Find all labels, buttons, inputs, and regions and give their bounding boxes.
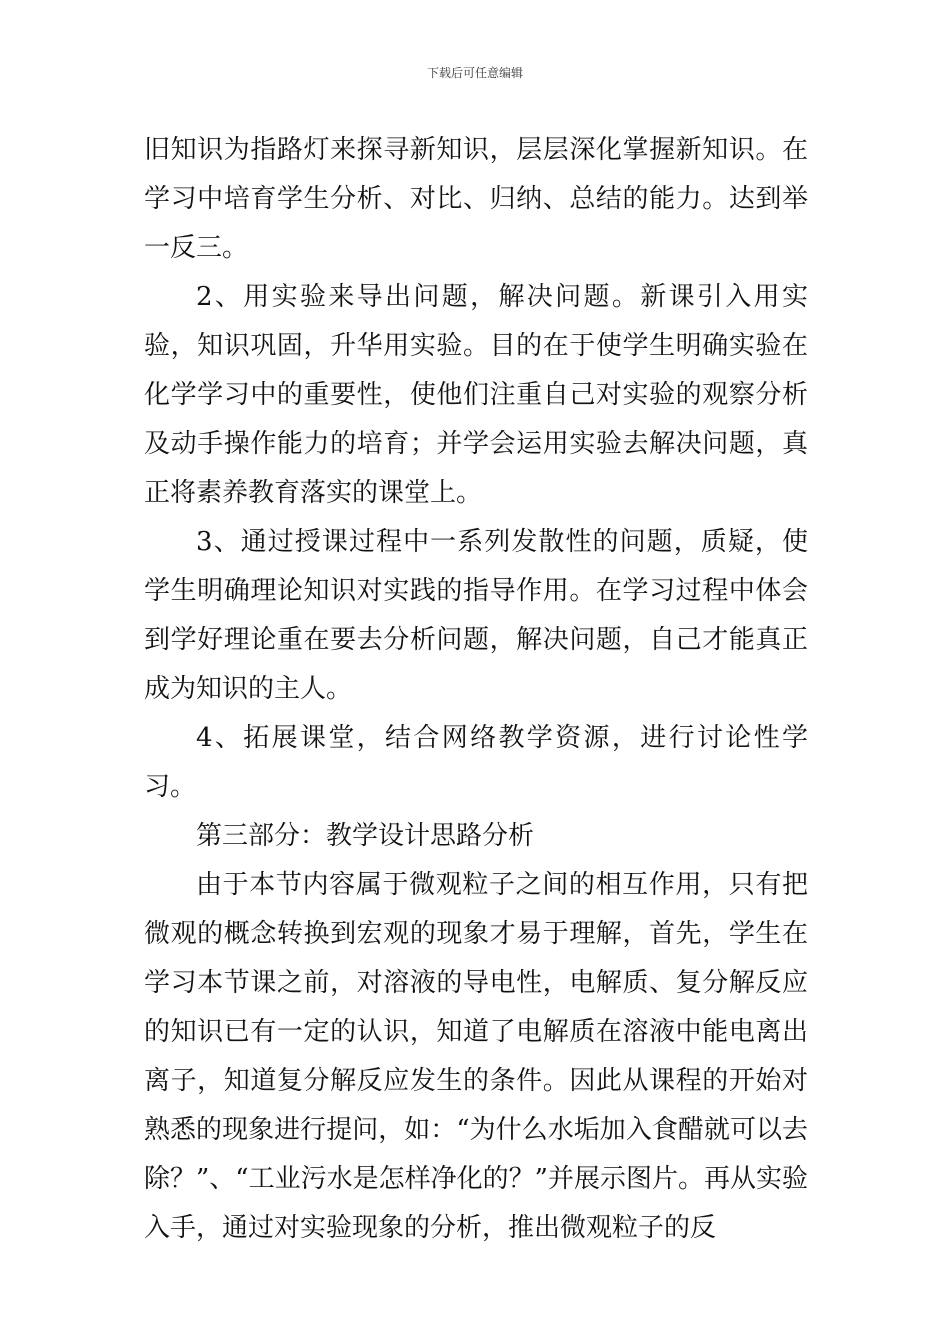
paragraph-point-2: 2、用实验来导出问题，解决问题。新课引入用实验，知识巩固，升华用实验。目的在于使学生明确实验在化学学习中的重要性，使他们注重自己对实验的观察分析及动手操作能力的培育；并学会运用实验去解决问题，真正将素养教育落实的课堂上。 bbox=[144, 282, 808, 508]
paragraph-continuation: 旧知识为指路灯来探寻新知识，层层深化掌握新知识。在学习中培育学生分析、对比、归纳、总结的能力。达到举一反三。 bbox=[144, 135, 808, 263]
paragraph-point-4: 4、拓展课堂，结合网络教学资源，进行讨论性学习。 bbox=[144, 723, 808, 802]
page-header: 下载后可任意编辑 bbox=[426, 66, 523, 80]
paragraph-design-analysis: 由于本节内容属于微观粒子之间的相互作用，只有把微观的概念转换到宏观的现象才易于理解，首先，学生在学习本节课之前，对溶液的导电性，电解质、复分解反应的知识已有一定的认识，知道了电解质在溶液中能电离出离子，知道复分解反应发生的条件。因此从课程的开始对熟悉的现象进行提问，如：“为什么水垢加入食醋就可以去除？”、“工业污水是怎样净化的？”并展示图片。再从实验入手，通过对实验现象的分析，推出微观粒子的反 bbox=[144, 870, 808, 1243]
paragraph-point-3: 3、通过授课过程中一系列发散性的问题，质疑，使学生明确理论知识对实践的指导作用。在学习过程中体会到学好理论重在要去分析问题，解决问题，自己才能真正成为知识的主人。 bbox=[144, 527, 808, 704]
document-body bbox=[144, 126, 808, 1253]
section-heading: 第三部分：教学设计思路分析 bbox=[196, 821, 535, 851]
